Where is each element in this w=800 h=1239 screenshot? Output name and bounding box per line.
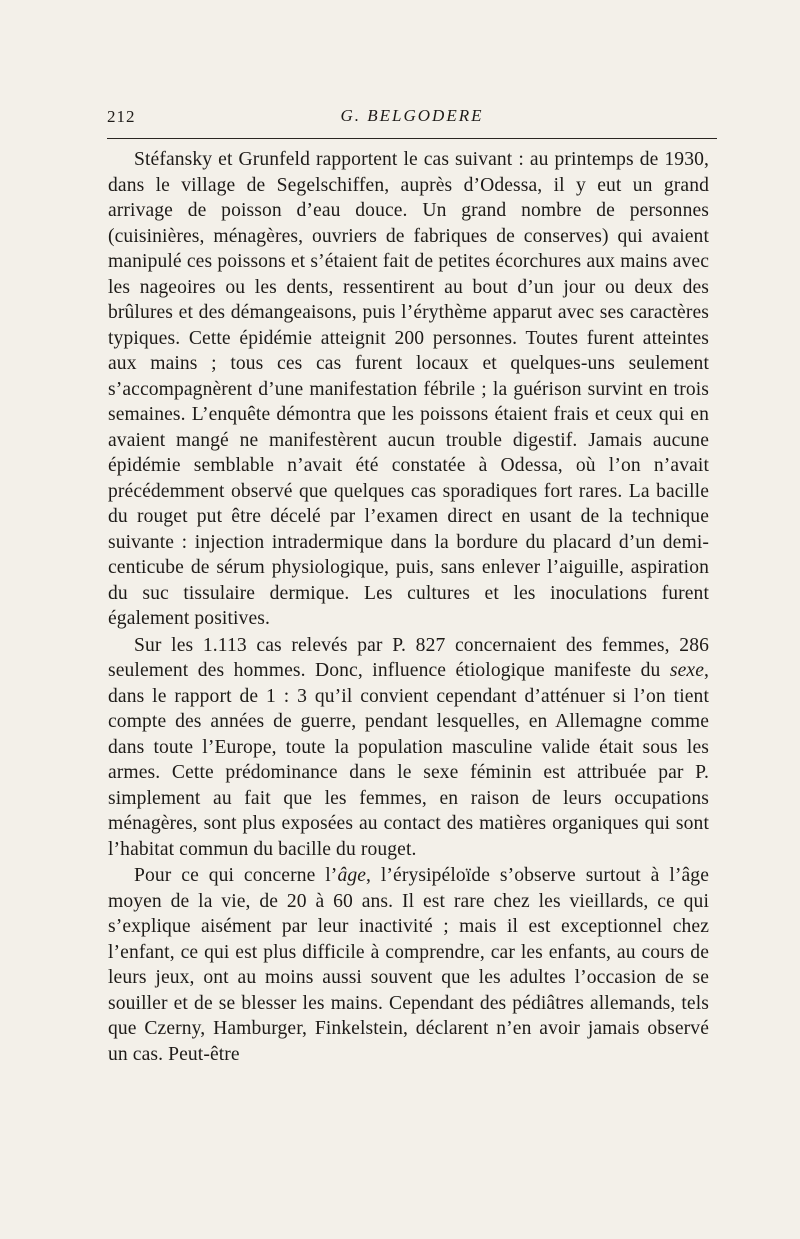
paragraph-text: , dans le rapport de 1 : 3 qu’il convient cependant d’atténuer si l’on tient compte des années de guerre, pendant lesquelles, en Allemagne comme dans toute l’Europe, toute la population masculine valide était sous les armes. Cette prédominance dans le sexe féminin est attribuée par P. simplement au fait que les femmes, en raison de leurs occupations ménagères, sont plus exposées au contact des matières organiques qui sont l’habitat commun du bacille du rouget. [108,660,709,860]
paragraph-text: , l’érysipéloïde s’observe surtout à l’âge moyen de la vie, de 20 à 60 ans. Il est rare chez les vieillards, ce qui s’explique aisément par leur inactivité ; mais il est exceptionnel chez l’enfant, ce qui est plus difficile à comprendre, car les enfants, au cours de leurs jeux, ont au moins aussi souvent que les adultes l’occasion de se souiller et de se blesser les mains. Cependant des pédiâtres allemands, tels que Czerny, Hamburger, Finkelstein, déclarent n’en avoir jamais observé un cas. Peut-être [108,865,709,1065]
paragraph-text: Sur les 1.113 cas relevés par P. 827 concernaient des femmes, 286 seulement des hommes. Donc, influence étiologique manifeste du [108,634,709,681]
paragraph-text: Stéfansky et Grunfeld rapportent le cas suivant : au printemps de 1930, dans le village de Segelschiffen, auprès d’Odessa, il y eut un grand arrivage de poisson d’eau douce. Un grand nombre de personnes (cuisinières, ménagères, ouvriers de fabriques de conserves) qui avaient manipulé ces poissons et s’étaient fait de petites écorchures aux mains avec les nageoires ou les dents, ressentirent au bout d’un jour ou deux des brûlures et des démangeaisons, puis l’érythème apparut avec ses caractères typiques. Cette épidémie atteignit 200 personnes. Toutes furent atteintes aux mains ; tous ces cas furent locaux et quelques-uns seulement s’accompagnèrent d’une manifestation fébrile ; la guérison survint en trois semaines. L’enquête démontra que les poissons étaient frais et ceux qui en avaient mangé ne manifestèrent aucun trouble digestif. Jamais aucune épidémie semblable n’avait été constatée à Odessa, où l’on n’avait précédemment observé que quelques cas sporadiques fort rares. La bacille du rouget put être décelé par l’examen direct en usant de la technique suivante : injection intradermique dans la bordure du placard d’un demi-centicube de sérum physiologique, puis, sans enlever l’aiguille, aspiration du suc tissulaire dermique. Les cultures et les inoculations furent également positives. [108,149,709,629]
page-header [107,103,717,133]
paragraph-sex-influence [108,633,709,863]
paragraph-age-influence [108,863,709,1067]
paragraph-text: Pour ce qui concerne l’ [134,865,338,886]
running-title: G. BELGODERE [340,106,484,125]
page-number: 212 [107,107,136,126]
paragraph-stefansky-case [108,147,709,632]
body-text [108,147,709,1067]
header-rule [107,138,717,139]
emphasized-term: âge [337,865,367,886]
emphasized-term: sexe [669,660,704,681]
